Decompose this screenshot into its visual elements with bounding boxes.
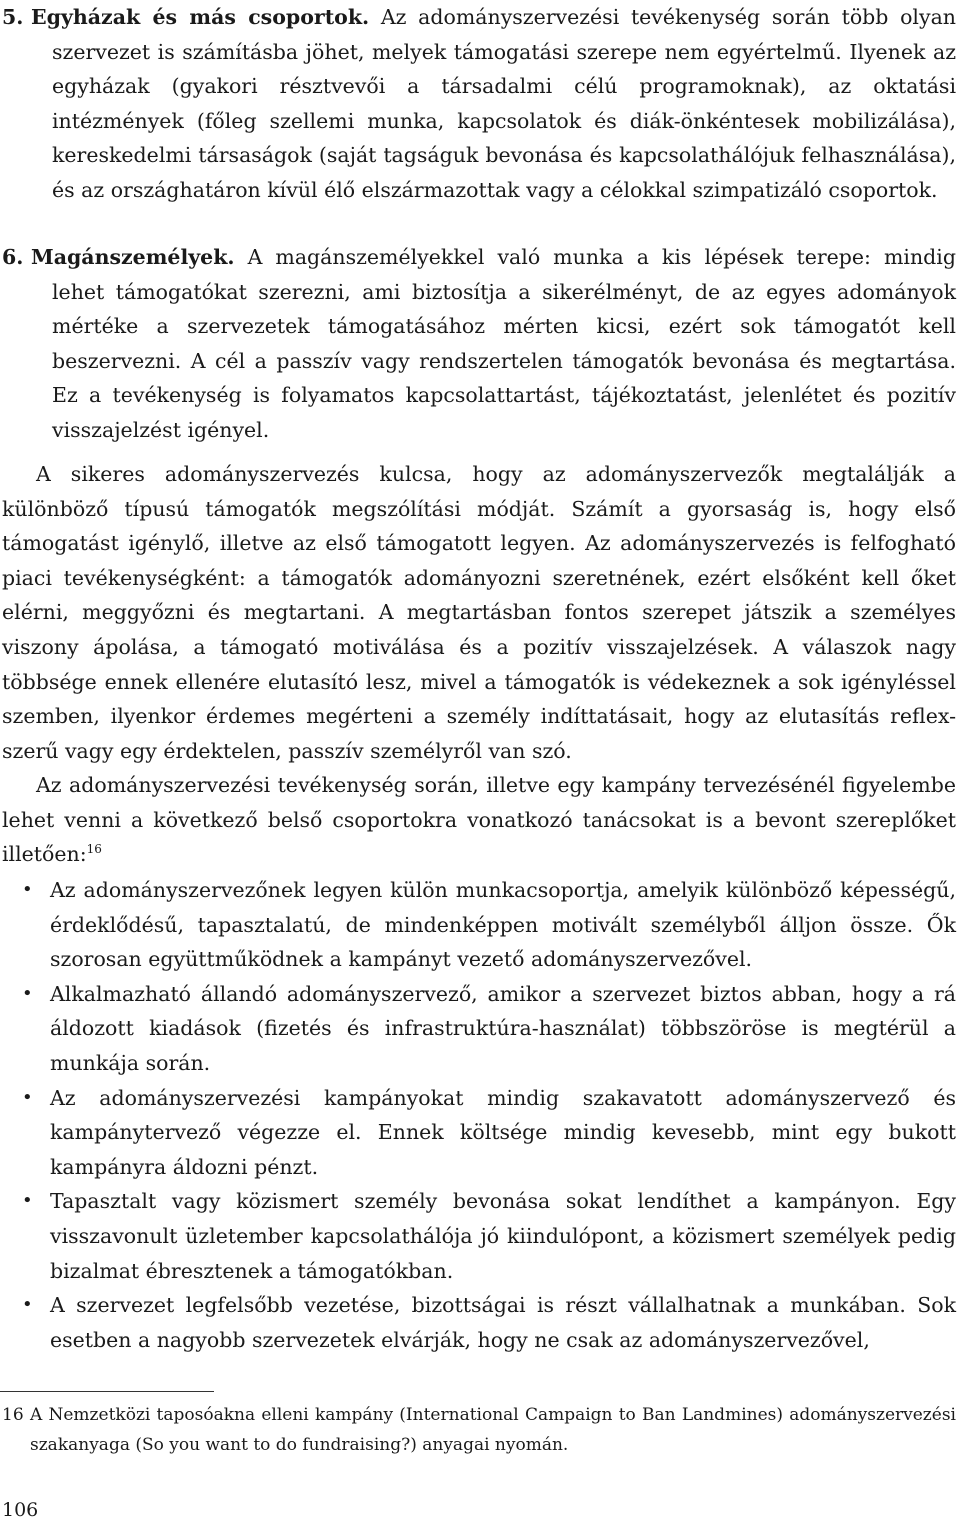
list-item-text: Tapasztalt vagy közismert személy bevonása sokat lendíthet a kampányon. Egy visszavonult üzletember kapcsolathálója jó kiindulópont, a közismert személyek pedig bizalmat ébresztenek a támogatókban. [50, 1189, 956, 1283]
footnote-text: A Nemzetközi taposóakna elleni kampány (International Campaign to Ban Landmines) adományszervezési szakanyaga (So you want to do fundraising?) anyagai nyomán. [30, 1405, 956, 1455]
page-number: 106 [2, 1499, 39, 1521]
item-body [2, 240, 956, 448]
list-item-text: Alkalmazható állandó adományszervező, amikor a szervezet biztos abban, hogy a rá áldozott kiadások (fizetés és infrastruktúra-használat) többszöröse is megtérül a munkája során. [50, 981, 956, 1075]
bullet-icon: • [22, 1294, 33, 1316]
advice-list [2, 873, 956, 1357]
footnote [2, 1400, 956, 1460]
list-item [2, 1288, 956, 1357]
footnote-number: 16 [2, 1405, 24, 1425]
footnote-reference: 16 [86, 842, 102, 857]
list-item-text: Az adományszervezési kampányokat mindig szakavatott adományszervező és kampánytervező végezze el. Ennek költsége mindig kevesebb, mint egy bukott kampányra áldozni pénzt. [50, 1085, 956, 1179]
list-item-text: Az adományszervezőnek legyen külön munkacsoportja, amelyik különböző képességű, érdeklődésű, tapasztalatú, de mindenképpen motivált személyből álljon össze. Ők szorosan együttműködnek a kampányt vezető adományszervezővel. [50, 878, 956, 972]
item-text: Az adományszervezési tevékenység során több olyan szervezet is számításba jöhet, melyek támogatási szerepe nem egyértelmű. Ilyenek az egyházak (gyakori résztvevői a társadalmi célú programoknak), az oktatási intézmények (főleg szellemi munka, kapcsolatok és diák-önkéntesek mobilizálása), kereskedelmi társaságok (saját tagságuk bevonása és kapcsolathálójuk felhasználása), és az országhatáron kívül élő elszármazottak vagy a célokkal szimpatizáló csoportok. [52, 5, 956, 202]
list-item [2, 1184, 956, 1288]
body-paragraph: A sikeres adományszervezés kulcsa, hogy az adományszervezők megtalálják a különböző típusú támogatók megszólítási módját. Számít a gyorsaság is, hogy első támogatást igénylő, illetve az első támogatott legyen. Az adományszervezés is felfogható piaci tevékenységként: a támogatók adományozni szeretnének, ezért elsőként kell őket elérni, meggyőzni és megtartani. A megtartásban fontos szerepet játszik a személyes viszony ápolása, a támogató motiválása és a pozitív visszajelzések. A válaszok nagy többsége ennek ellenére elutasító lesz, mivel a támogatók is védekeznek a sok igényléssel szemben, ilyenkor érdemes megérteni a személy indíttatásait, hogy az elutasítás reflex-szerű vagy egy érdektelen, passzív személyről van szó. [2, 462, 956, 763]
item-body [2, 0, 956, 208]
bullet-icon: • [22, 879, 33, 900]
bullet-icon: • [22, 1190, 33, 1212]
list-item [2, 1081, 956, 1185]
bullet-icon: • [22, 1086, 33, 1108]
numbered-item-6 [2, 240, 956, 448]
item-number: 6. [2, 245, 24, 269]
item-number: 5. [2, 5, 24, 29]
numbered-item-5 [2, 0, 956, 208]
list-item [2, 873, 956, 977]
item-heading: Egyházak és más csoportok. [31, 5, 370, 29]
list-item [2, 977, 956, 1081]
footnote-divider [0, 1391, 214, 1392]
body-paragraph [2, 768, 956, 872]
item-text: A magánszemélyekkel való munka a kis lépések terepe: mindig lehet támogatókat szerezni, ami biztosítja a sikerélményt, de az egyes adományok mértéke a szervezetek támogatásához mérten kicsi, ezért sok támogatót kell beszervezni. A cél a passzív vagy rendszertelen támogatók bevonása és megtartása. Ez a tevékenység is folyamatos kapcsolattartást, tájékoztatást, jelenlétet és pozitív visszajelzést igényel. [52, 245, 956, 442]
list-item-text: A szervezet legfelsőbb vezetése, bizottságai is részt vállalhatnak a munkában. Sok esetben a nagyobb szervezetek elvárják, hogy ne csak az adományszervezővel, [50, 1293, 956, 1352]
bullet-icon: • [22, 982, 33, 1004]
paragraph-text: Az adományszervezési tevékenység során, illetve egy kampány tervezésénél figyelembe lehet venni a következő belső csoportokra vonatkozó tanácsokat is a bevont szereplőket illetően: [2, 773, 956, 867]
item-heading: Magánszemélyek. [31, 245, 235, 269]
